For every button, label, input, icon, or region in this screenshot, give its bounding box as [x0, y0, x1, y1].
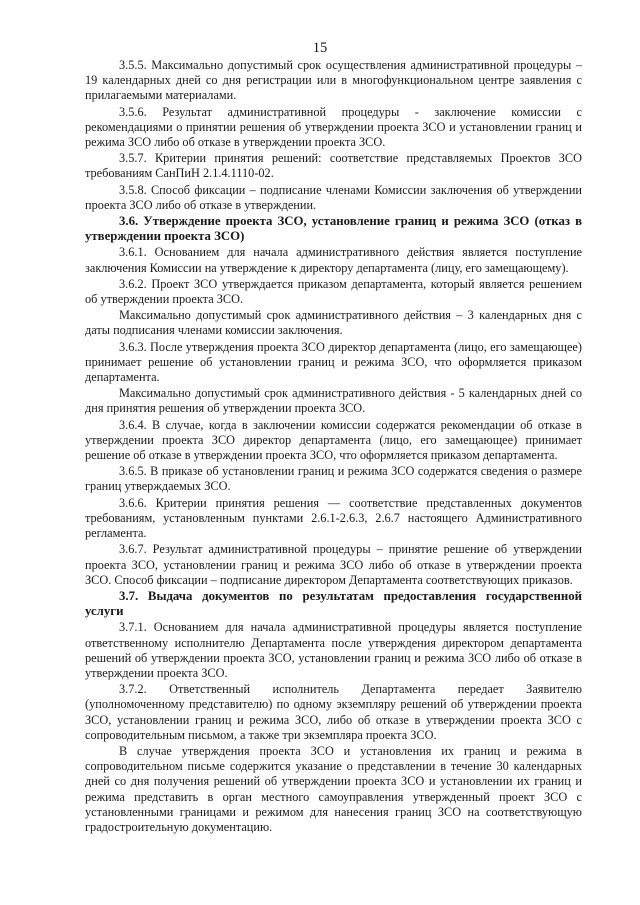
paragraph-3-5-6: 3.5.6. Результат административной процедуры - заключение комиссии с рекомендациями о принятии решения об утверждении проекта ЗСО и установлении границ и режима ЗСО либо об отказе в утверждении проекта ЗСО.	[85, 104, 582, 150]
paragraph-3-6-3: 3.6.3. После утверждения проекта ЗСО директор департамента (лицо, его замещающее) принимает решение об установлении границ и режима ЗСО, что оформляется приказом департамента.	[85, 339, 582, 385]
paragraph-3-5-5: 3.5.5. Максимально допустимый срок осуществления административной процедуры – 19 календарных дней со дня регистрации или в многофункциональном центре заявления с прилагаемыми материалами.	[85, 58, 582, 103]
paragraph-3-6-7: 3.6.7. Результат административной процедуры – принятие решение об утверждении проекта ЗСО, установлении границ и режима ЗСО либо об отказе в утверждении проекта ЗСО. Способ фиксации – подписание директором Департамента соответствующих приказов.	[85, 542, 582, 587]
paragraph-3-7-1: 3.7.1. Основанием для начала административной процедуры является поступление ответственному исполнителю Департамента после утверждения директором департамента решений об утверждении проекта ЗСО, установлении границ и режима ЗСО либо об отказе в утверждении проекта ЗСО.	[85, 620, 582, 680]
paragraph-deadline-3-days: Максимально допустимый срок административного действия – 3 календарных дня с даты подписания членами комиссии заключения.	[85, 308, 582, 338]
paragraph-3-6-2: 3.6.2. Проект ЗСО утверждается приказом департамента, который является решением об утверждении проекта ЗСО.	[85, 276, 582, 307]
paragraph-3-7-2: 3.7.2. Ответственный исполнитель Департамента передает Заявителю (уполномоченному представителю) по одному экземпляру решений об утверждении проекта ЗСО, установлении границ и режима ЗСО, либо об отказе в утверждении проекта ЗСО с сопроводительным письмом, а также три экземпляра проекта ЗСО.	[85, 682, 582, 742]
section-heading-3-7: 3.7. Выдача документов по результатам предоставления государственной услуги	[85, 588, 582, 619]
paragraph-3-6-6: 3.6.6. Критерии принятия решения — соответствие представленных документов требованиям, установленным пунктами 2.6.1-2.6.3, 2.6.7 настоящего Административного регламента.	[85, 495, 582, 541]
page-number: 15	[312, 40, 328, 56]
paragraph-3-6-4: 3.6.4. В случае, когда в заключении комиссии содержатся рекомендации об отказе в утверждении проекта ЗСО директор департамента (лицо, его замещающее) принимает решение об отказе в утверждении проекта ЗСО, что оформляется приказом департамента.	[85, 417, 582, 463]
paragraph-3-6-5: 3.6.5. В приказе об установлении границ и режима ЗСО содержатся сведения о размере границ утверждаемых ЗСО.	[85, 464, 582, 494]
section-heading-3-6: 3.6. Утверждение проекта ЗСО, установление границ и режима ЗСО (отказ в утверждении проекта ЗСО)	[85, 214, 582, 244]
paragraph-3-5-7: 3.5.7. Критерии принятия решений: соответствие представляемых Проектов ЗСО требованиям СанПиН 2.1.4.1110-02.	[85, 151, 582, 181]
paragraph-approval-letter: В случае утверждения проекта ЗСО и установления их границ и режима в сопроводительном письме содержится указание о представлении в течение 30 календарных дней со дня получения решений об утверждении проекта ЗСО и установлении их границ и режима представить в орган местного самоуправления утвержденный проект ЗСО с установленными границами и режимом для нанесения границ ЗСО на соответствующую градостроительную документацию.	[85, 743, 582, 834]
paragraph-3-5-8: 3.5.8. Способ фиксации – подписание членами Комиссии заключения об утверждении проекта ЗСО либо об отказе в утверждении.	[85, 182, 582, 212]
paragraph-3-6-1: 3.6.1. Основанием для начала административного действия является поступление заключения Комиссии на утверждение к директору департамента (лицу, его замещающему).	[85, 245, 582, 275]
document-body	[85, 58, 582, 836]
paragraph-deadline-5-days: Максимально допустимый срок административного действия - 5 календарных дней со дня принятия решения об утверждении проекта ЗСО.	[85, 386, 582, 416]
